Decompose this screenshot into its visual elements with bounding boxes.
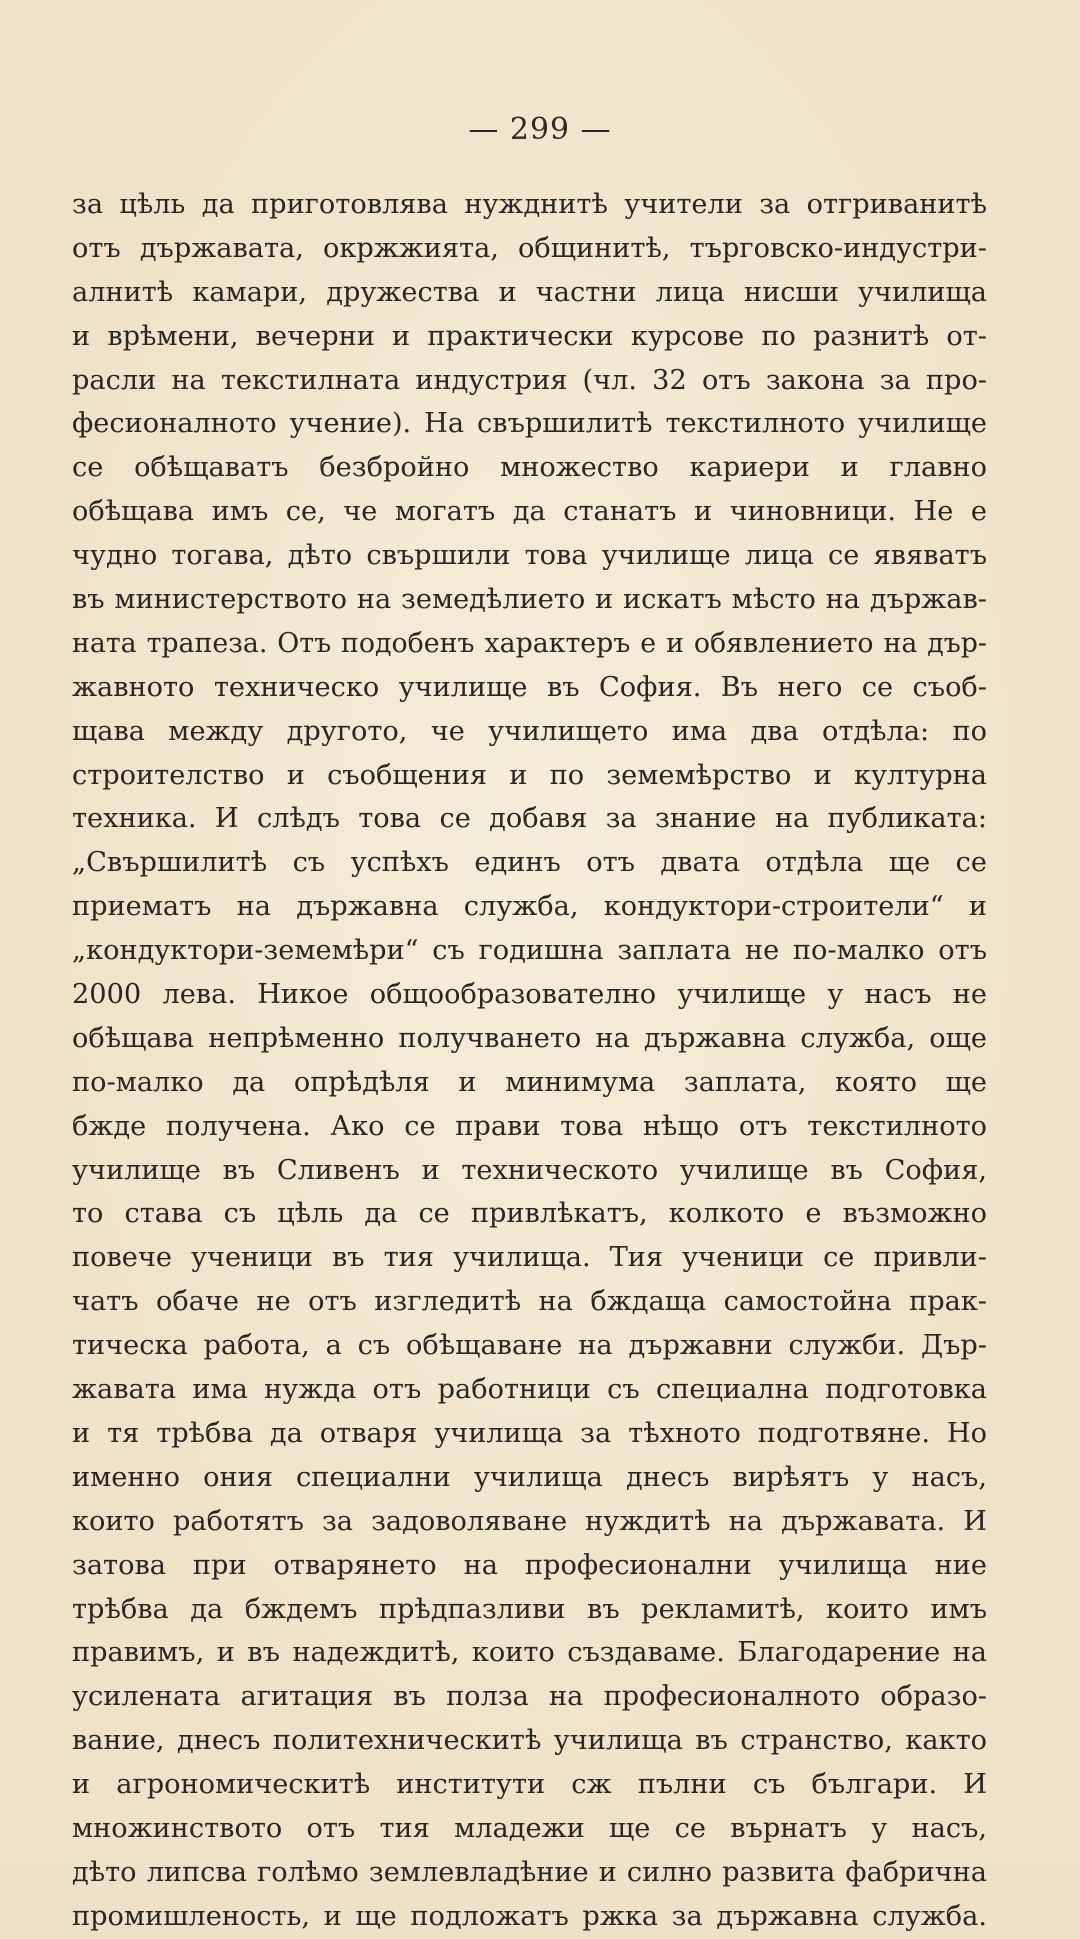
text-line: чудно тогава, дѣто свършили това училище лица се явяватъ [72, 540, 987, 572]
text-line: усилената агитация въ полза на професионалното образо- [72, 1681, 987, 1713]
text-line: по-малко да опрѣдѣля и минимума заплата, която ще [72, 1066, 987, 1098]
text-line: въ министерството на земедѣлието и искатъ мѣсто на държав- [72, 584, 987, 616]
text-line: множинството отъ тия младежи ще се върнатъ у насъ, [72, 1812, 987, 1844]
text-line: повече ученици въ тия училища. Тия ученици се привли- [72, 1242, 987, 1274]
text-line: бжде получена. Ако се прави това нѣщо отъ текстилното [72, 1110, 987, 1142]
text-line: училище въ Сливенъ и техническото училище въ София, [72, 1154, 987, 1186]
text-line: приематъ на държавна служба, кондуктори-строители“ и [72, 891, 987, 923]
text-line: вание, днесъ политехническитѣ училища въ странство, както [72, 1725, 987, 1757]
text-line: жавата има нужда отъ работници съ специална подготовка [72, 1374, 987, 1406]
text-line: обѣщава имъ се, че могатъ да станатъ и чиновници. Не е [72, 496, 987, 528]
text-line: тическа работа, а съ обѣщаване на държавни служби. Дър- [72, 1330, 987, 1362]
page-number: — 299 — [468, 112, 612, 147]
text-line: фесионалното учение). На свършилитѣ текстилното училище [72, 408, 987, 440]
text-line: правимъ, и въ надеждитѣ, които създаваме. Благодарение на [72, 1637, 987, 1669]
text-line: именно ония специални училища днесъ вирѣятъ у насъ, [72, 1461, 987, 1493]
text-line: чатъ обаче не отъ изгледитѣ на бждаща самостойна прак- [72, 1286, 987, 1318]
text-line: расли на текстилната индустрия (чл. 32 отъ закона за про- [72, 364, 987, 396]
body-text [72, 183, 987, 1939]
text-line: обѣщава непрѣменно получването на държавна служба, още [72, 1022, 987, 1054]
text-line: дѣто липсва голѣмо землевладѣние и силно развита фабрична [72, 1856, 987, 1888]
text-line: то става съ цѣль да се привлѣкатъ, колкото е възможно [72, 1198, 987, 1230]
text-line: алнитѣ камари, дружества и частни лица нисши училища [72, 276, 987, 308]
text-line: за цѣль да приготовлява нужднитѣ учители за отгриванитѣ [72, 189, 987, 220]
text-line: затова при отварянето на професионални училища ние [72, 1549, 987, 1581]
text-line: и врѣмени, вечерни и практически курсове по разнитѣ от- [72, 320, 987, 352]
text-line: ната трапеза. Отъ подобенъ характеръ е и обявлението на дър- [72, 627, 987, 659]
text-line: техника. И слѣдъ това се добавя за знание на публиката: [72, 803, 987, 835]
text-line: щава между другото, че училището има два отдѣла: по [72, 715, 987, 747]
text-line: се обѣщаватъ безбройно множество кариери и главно [72, 452, 987, 484]
text-line: „Свършилитѣ съ успѣхъ единъ отъ двата отдѣла ще се [72, 847, 987, 879]
text-line: които работятъ за задоволяване нуждитѣ на държавата. И [72, 1505, 987, 1537]
text-line: строителство и съобщения и по земемѣрство и културна [72, 759, 987, 791]
text-line: жавното техническо училище въ София. Въ него се съоб- [72, 671, 987, 703]
text-line: и агрономическитѣ институти сж пълни съ българи. И [72, 1769, 987, 1801]
text-line: и тя трѣбва да отваря училища за тѣхното подготвяне. Но [72, 1417, 987, 1449]
text-line: отъ държавата, окржжията, общинитѣ, търговско-индустри- [72, 232, 987, 264]
text-line: „кондуктори-земемѣри“ съ годишна заплата не по-малко отъ [72, 935, 987, 967]
text-line: промишленость, и ще подложатъ ржка за държавна служба. [72, 1900, 987, 1932]
text-line: трѣбва да бждемъ прѣдпазливи въ рекламитѣ, които имъ [72, 1593, 987, 1625]
text-line: 2000 лева. Никое общообразователно училище у насъ не [72, 979, 987, 1011]
